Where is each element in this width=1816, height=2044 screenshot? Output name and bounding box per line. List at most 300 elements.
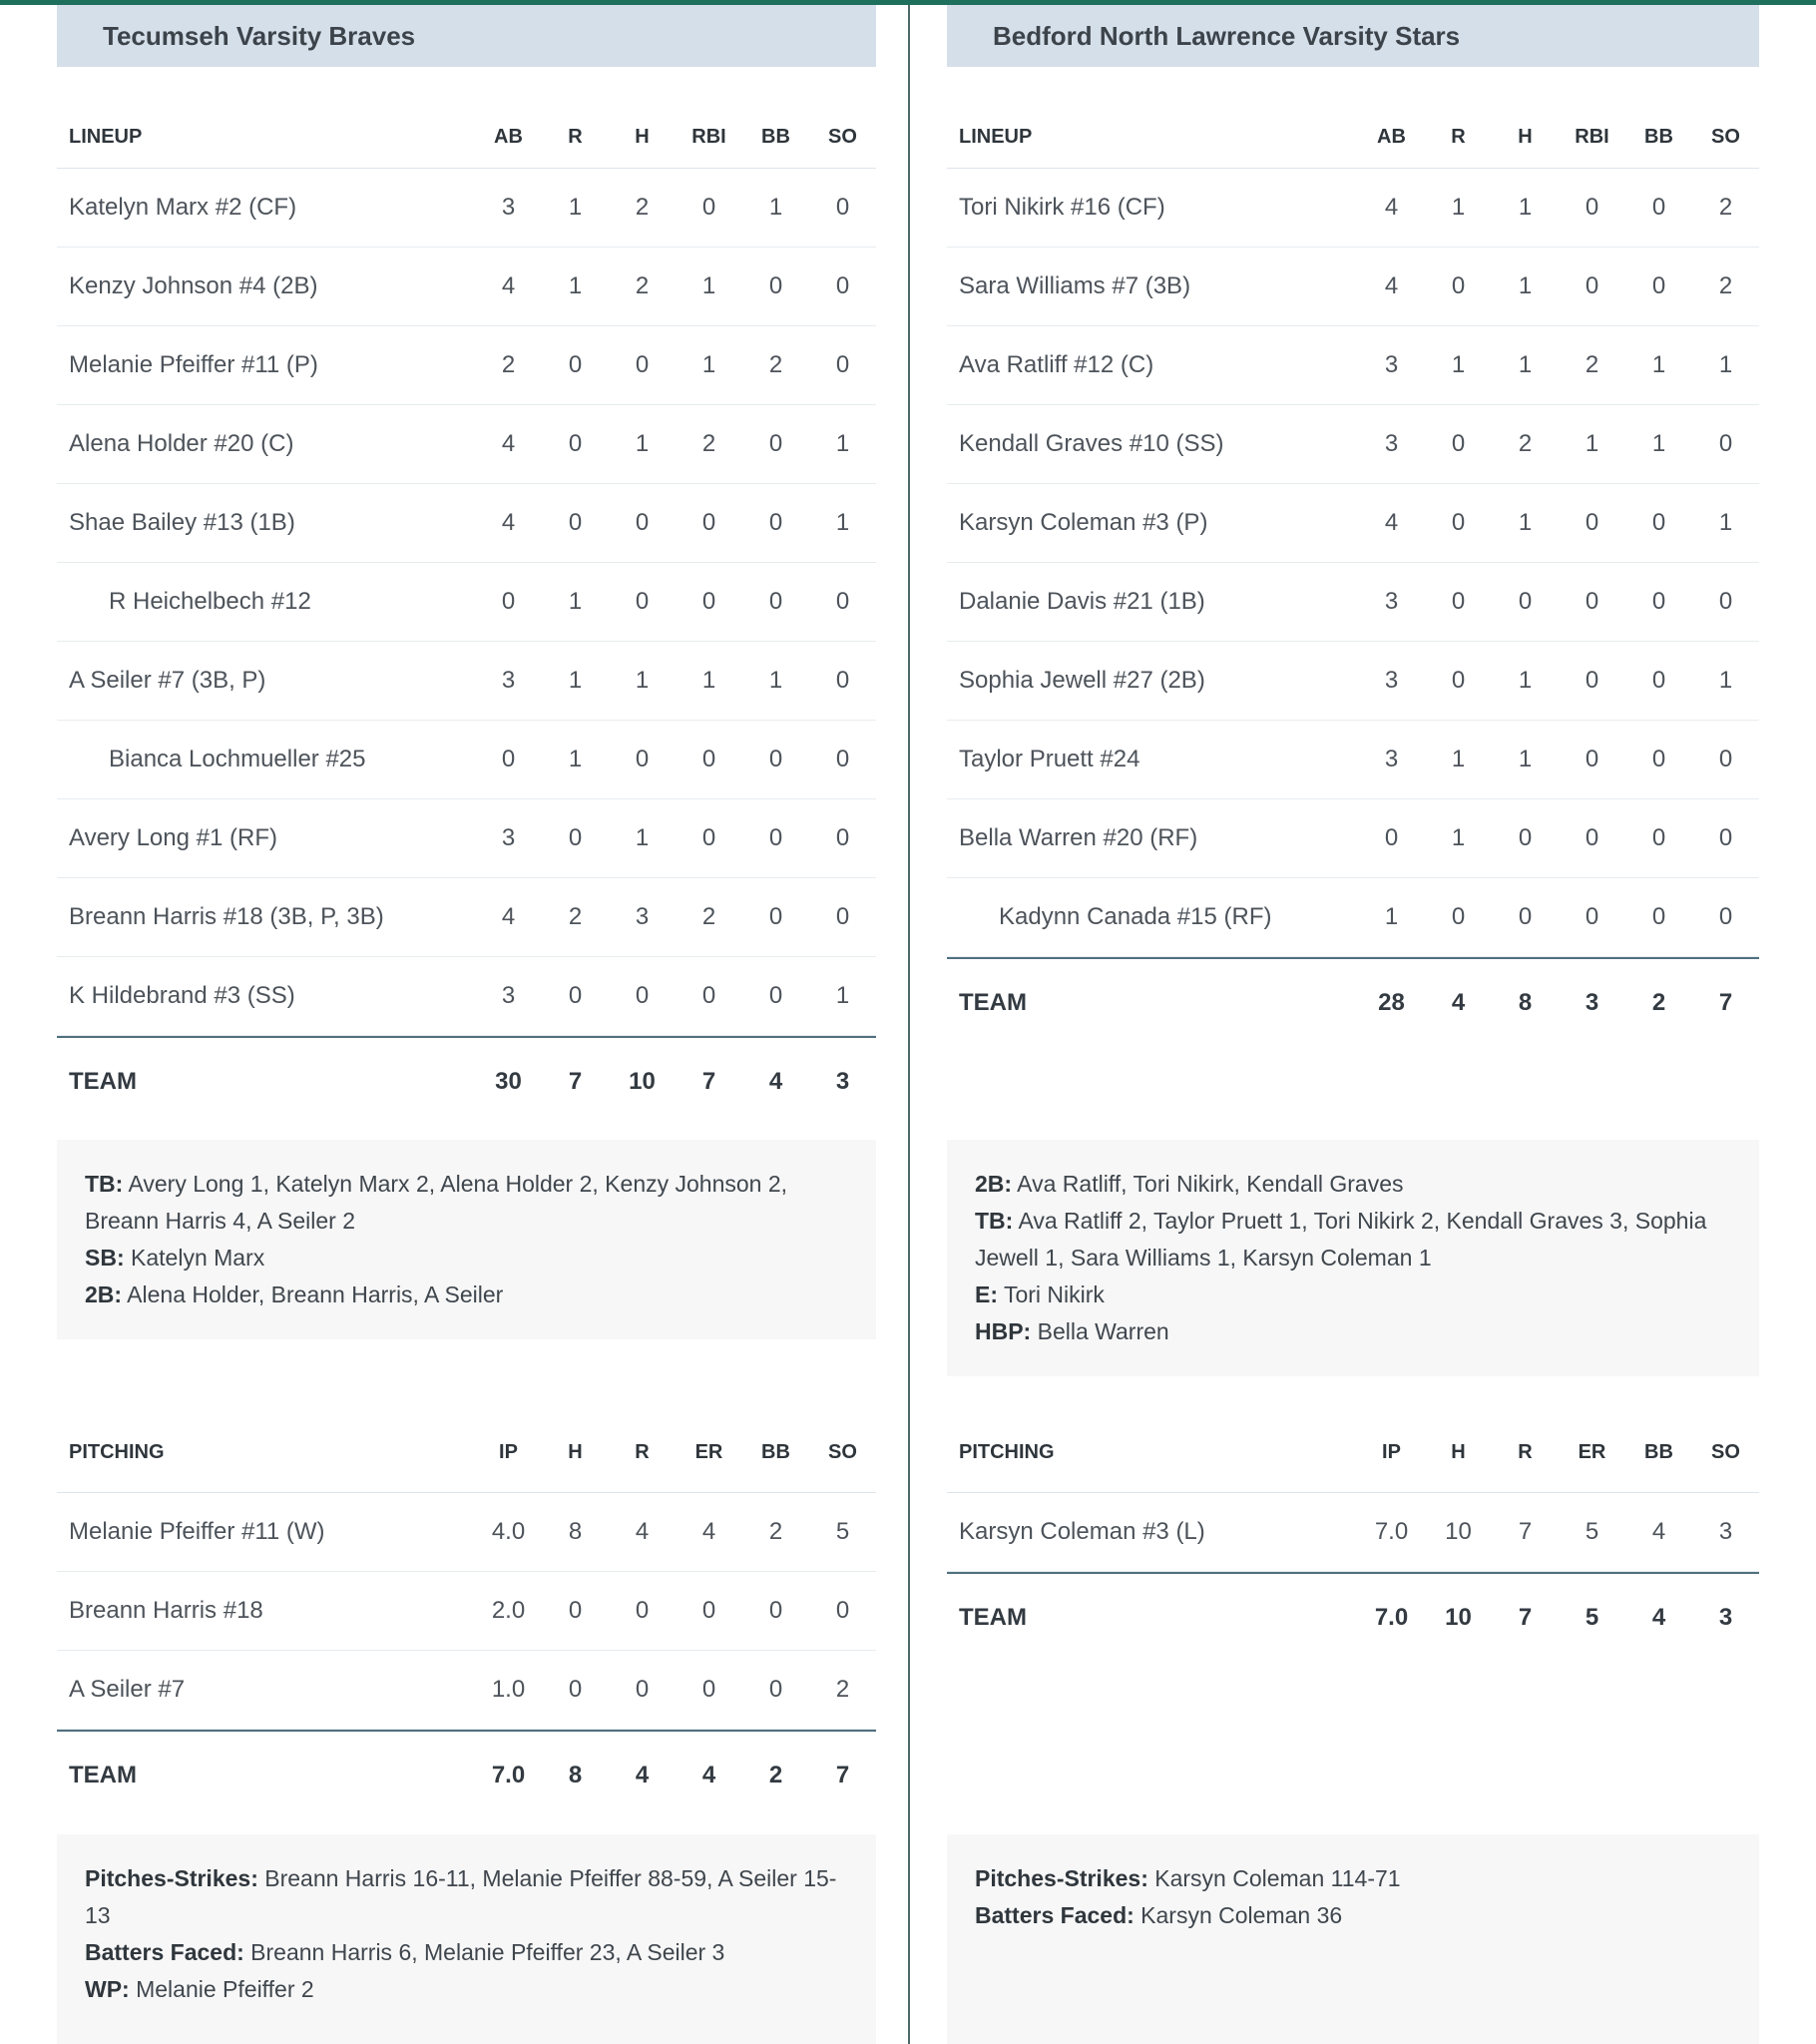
batting-notes bbox=[947, 1140, 1759, 1376]
stat-value: 0 bbox=[635, 1676, 650, 1703]
stat-value: 0 bbox=[1585, 194, 1599, 221]
player-row-name: Kendall Graves #10 (SS) bbox=[959, 430, 1224, 457]
stat-value: 0 bbox=[701, 1597, 716, 1624]
team-total-row bbox=[947, 957, 1759, 1047]
stat-value: 1 bbox=[1718, 667, 1733, 694]
stat-value: 1 bbox=[568, 272, 583, 299]
stat-value: 0 bbox=[768, 430, 783, 457]
team-total-row bbox=[57, 1036, 876, 1126]
stat-column-header: ER bbox=[694, 1440, 723, 1463]
team-total-row-name: TEAM bbox=[959, 989, 1027, 1016]
stat-column-header: SO bbox=[828, 1440, 857, 1463]
note-label: Pitches-Strikes: bbox=[85, 1865, 258, 1891]
stat-value: 4 bbox=[635, 1762, 650, 1788]
stat-column-header: BB bbox=[761, 1440, 790, 1463]
note-line: Batters Faced: Breann Harris 6, Melanie Pfeiffer 23, A Seiler 3 bbox=[85, 1939, 725, 1965]
player-row bbox=[947, 405, 1759, 484]
stat-value: 1 bbox=[1451, 194, 1466, 221]
stat-value: 4 bbox=[1651, 1604, 1666, 1631]
stat-value: 0 bbox=[1651, 509, 1666, 536]
pitcher-row-name: A Seiler #7 bbox=[69, 1676, 186, 1703]
stat-value: 1 bbox=[701, 272, 716, 299]
stat-value: 0 bbox=[768, 746, 783, 772]
stat-value: 1 bbox=[835, 430, 850, 457]
stat-value: 7.0 bbox=[491, 1762, 526, 1788]
pitcher-row-stats bbox=[1358, 1518, 1759, 1546]
pitching-notes bbox=[57, 1834, 876, 2044]
team-total-row bbox=[57, 1730, 876, 1819]
player-row-stats bbox=[475, 430, 876, 458]
stat-column-header: H bbox=[1518, 125, 1533, 148]
pitching-table bbox=[57, 1412, 876, 1819]
stat-value: 4 bbox=[501, 903, 516, 930]
stat-value: 2 bbox=[1518, 430, 1533, 457]
player-row-name: Melanie Pfeiffer #11 (P) bbox=[69, 351, 318, 378]
stat-value: 0 bbox=[1718, 430, 1733, 457]
stat-value: 0 bbox=[835, 351, 850, 378]
note-line: WP: Melanie Pfeiffer 2 bbox=[85, 1976, 314, 2002]
stat-value: 3 bbox=[501, 194, 516, 221]
note-label: TB: bbox=[85, 1171, 124, 1197]
stat-value: 4 bbox=[701, 1762, 716, 1788]
team-total-row-stats bbox=[475, 1762, 876, 1789]
team-total-row-stats bbox=[1358, 1604, 1759, 1632]
note-line: SB: Katelyn Marx bbox=[85, 1245, 265, 1271]
player-row bbox=[947, 248, 1759, 326]
player-row-stats bbox=[475, 982, 876, 1010]
stat-value: 7 bbox=[1518, 1604, 1533, 1631]
stat-value: 1 bbox=[568, 667, 583, 694]
pitcher-row-stats bbox=[475, 1676, 876, 1704]
stat-value: 0 bbox=[1585, 824, 1599, 851]
player-row bbox=[57, 642, 876, 721]
stat-value: 0 bbox=[1585, 746, 1599, 772]
stat-value: 1 bbox=[1518, 746, 1533, 772]
stat-value: 0 bbox=[701, 746, 716, 772]
stat-value: 1 bbox=[835, 509, 850, 536]
player-row-name: Sophia Jewell #27 (2B) bbox=[959, 667, 1205, 694]
stat-value: 0 bbox=[768, 509, 783, 536]
player-row-name: K Hildebrand #3 (SS) bbox=[69, 982, 295, 1009]
player-row bbox=[947, 169, 1759, 248]
stat-value: 1 bbox=[1384, 903, 1399, 930]
stat-value: 2 bbox=[1585, 351, 1599, 378]
stat-value: 7 bbox=[701, 1068, 716, 1095]
stat-value: 7 bbox=[1518, 1518, 1533, 1545]
stat-headers bbox=[1358, 126, 1759, 149]
stat-value: 0 bbox=[1651, 272, 1666, 299]
team-total-row-name: TEAM bbox=[69, 1068, 137, 1095]
player-row-name: Kadynn Canada #15 (RF) bbox=[999, 903, 1272, 930]
table-label: LINEUP bbox=[69, 125, 143, 148]
stat-value: 1 bbox=[768, 194, 783, 221]
player-row-stats bbox=[1358, 430, 1759, 458]
stat-value: 1 bbox=[1451, 746, 1466, 772]
note-line: 2B: Alena Holder, Breann Harris, A Seiler bbox=[85, 1281, 504, 1307]
team-total-row-name: TEAM bbox=[69, 1762, 137, 1788]
player-row-stats bbox=[475, 746, 876, 773]
stat-value: 7.0 bbox=[1374, 1518, 1409, 1545]
stat-value: 1 bbox=[1585, 430, 1599, 457]
stat-value: 10 bbox=[1445, 1518, 1472, 1545]
stat-value: 0 bbox=[835, 588, 850, 615]
notes-box bbox=[947, 1140, 1759, 1376]
pitching-header-row bbox=[947, 1412, 1759, 1493]
player-row-name: Taylor Pruett #24 bbox=[959, 746, 1140, 772]
player-row bbox=[947, 721, 1759, 799]
stat-value: 0 bbox=[1585, 667, 1599, 694]
stat-value: 1.0 bbox=[491, 1676, 526, 1703]
player-row bbox=[947, 563, 1759, 642]
stat-value: 4 bbox=[701, 1518, 716, 1545]
stat-value: 1 bbox=[1718, 509, 1733, 536]
player-row-name: Ava Ratliff #12 (C) bbox=[959, 351, 1154, 378]
stat-value: 8 bbox=[568, 1762, 583, 1788]
note-line: 2B: Ava Ratliff, Tori Nikirk, Kendall Graves bbox=[975, 1171, 1404, 1197]
stat-value: 0 bbox=[635, 509, 650, 536]
player-row-name: Karsyn Coleman #3 (P) bbox=[959, 509, 1208, 536]
note-line: Pitches-Strikes: Breann Harris 16-11, Melanie Pfeiffer 88-59, A Seiler 15-13 bbox=[85, 1865, 837, 1928]
stat-column-header: BB bbox=[1644, 1440, 1673, 1463]
stat-column-header: RBI bbox=[691, 125, 726, 148]
stat-value: 5 bbox=[1585, 1518, 1599, 1545]
player-row bbox=[947, 878, 1759, 957]
note-label: Pitches-Strikes: bbox=[975, 1865, 1148, 1891]
player-row bbox=[947, 326, 1759, 405]
batting-notes bbox=[57, 1140, 876, 1339]
stat-value: 0 bbox=[568, 430, 583, 457]
pitcher-row bbox=[57, 1651, 876, 1730]
team-header-band bbox=[947, 5, 1759, 67]
stat-value: 0 bbox=[1451, 667, 1466, 694]
note-label: 2B: bbox=[975, 1171, 1013, 1197]
note-line: HBP: Bella Warren bbox=[975, 1318, 1169, 1344]
pitcher-row bbox=[57, 1572, 876, 1651]
stat-value: 1 bbox=[1451, 824, 1466, 851]
stat-value: 7.0 bbox=[1374, 1604, 1409, 1631]
stat-value: 0 bbox=[568, 509, 583, 536]
lineup-header-row bbox=[947, 106, 1759, 169]
stat-value: 0 bbox=[1585, 272, 1599, 299]
pitching-header-row bbox=[57, 1412, 876, 1493]
player-row-stats bbox=[1358, 588, 1759, 616]
stat-value: 0 bbox=[768, 824, 783, 851]
stat-value: 0 bbox=[1651, 194, 1666, 221]
stat-value: 0 bbox=[1585, 588, 1599, 615]
player-row-name: Katelyn Marx #2 (CF) bbox=[69, 194, 297, 221]
stat-value: 1 bbox=[768, 667, 783, 694]
pitching-notes bbox=[947, 1834, 1759, 2044]
note-label: E: bbox=[975, 1281, 998, 1307]
player-row bbox=[57, 248, 876, 326]
stat-value: 0 bbox=[568, 824, 583, 851]
player-row-stats bbox=[475, 903, 876, 931]
stat-value: 0 bbox=[635, 1597, 650, 1624]
note-line: Batters Faced: Karsyn Coleman 36 bbox=[975, 1902, 1343, 1928]
player-row-stats bbox=[475, 272, 876, 300]
lineup-header-row bbox=[57, 106, 876, 169]
player-row bbox=[57, 405, 876, 484]
player-row-stats bbox=[475, 824, 876, 852]
stat-value: 3 bbox=[1718, 1604, 1733, 1631]
stat-value: 1 bbox=[1518, 272, 1533, 299]
stat-value: 3 bbox=[1384, 351, 1399, 378]
stat-headers bbox=[1358, 1441, 1759, 1464]
stat-value: 0 bbox=[835, 903, 850, 930]
pitching-table bbox=[947, 1412, 1759, 1662]
stat-value: 1 bbox=[568, 588, 583, 615]
table-label: PITCHING bbox=[69, 1440, 165, 1463]
stat-column-header: SO bbox=[828, 125, 857, 148]
stat-value: 2 bbox=[501, 351, 516, 378]
stat-value: 0 bbox=[1718, 824, 1733, 851]
team-title: Tecumseh Varsity Braves bbox=[103, 21, 416, 51]
stat-value: 4 bbox=[635, 1518, 650, 1545]
player-row-name: Kenzy Johnson #4 (2B) bbox=[69, 272, 318, 299]
stat-column-header: IP bbox=[499, 1440, 518, 1463]
note-label: WP: bbox=[85, 1976, 130, 2002]
stat-value: 1 bbox=[1451, 351, 1466, 378]
stat-value: 0 bbox=[768, 272, 783, 299]
player-row bbox=[947, 642, 1759, 721]
notes-box bbox=[57, 1140, 876, 1339]
stat-value: 0 bbox=[1451, 588, 1466, 615]
team-header-band bbox=[57, 5, 876, 67]
player-row-stats bbox=[475, 667, 876, 695]
player-row-stats bbox=[1358, 824, 1759, 852]
stat-value: 2 bbox=[1718, 194, 1733, 221]
note-label: TB: bbox=[975, 1208, 1014, 1234]
stat-value: 8 bbox=[1518, 989, 1533, 1016]
notes-box bbox=[57, 1834, 876, 2044]
stat-value: 2 bbox=[768, 1762, 783, 1788]
player-row-stats bbox=[475, 509, 876, 537]
stat-value: 0 bbox=[1451, 272, 1466, 299]
stat-value: 1 bbox=[1651, 351, 1666, 378]
note-line: TB: Avery Long 1, Katelyn Marx 2, Alena Holder 2, Kenzy Johnson 2, Breann Harris 4, A Seiler 2 bbox=[85, 1171, 788, 1234]
stat-value: 0 bbox=[1384, 824, 1399, 851]
stat-value: 0 bbox=[1718, 903, 1733, 930]
stat-value: 4 bbox=[501, 430, 516, 457]
stat-value: 4 bbox=[1451, 989, 1466, 1016]
stat-value: 2 bbox=[768, 351, 783, 378]
stat-value: 0 bbox=[835, 667, 850, 694]
player-row-stats bbox=[1358, 272, 1759, 300]
stat-value: 28 bbox=[1378, 989, 1405, 1016]
player-row bbox=[57, 563, 876, 642]
pitcher-row-name: Melanie Pfeiffer #11 (W) bbox=[69, 1518, 325, 1545]
stat-value: 1 bbox=[635, 667, 650, 694]
stat-value: 0 bbox=[701, 588, 716, 615]
stat-value: 4 bbox=[501, 272, 516, 299]
stat-value: 8 bbox=[568, 1518, 583, 1545]
player-row-name: A Seiler #7 (3B, P) bbox=[69, 667, 266, 694]
stat-value: 5 bbox=[835, 1518, 850, 1545]
stat-value: 3 bbox=[1384, 667, 1399, 694]
stat-value: 0 bbox=[1518, 824, 1533, 851]
player-row-stats bbox=[475, 194, 876, 222]
pitcher-row-stats bbox=[475, 1518, 876, 1546]
player-row bbox=[57, 484, 876, 563]
column-divider bbox=[908, 5, 910, 2044]
player-row-name: Avery Long #1 (RF) bbox=[69, 824, 277, 851]
player-row-stats bbox=[1358, 351, 1759, 379]
player-row-name: Tori Nikirk #16 (CF) bbox=[959, 194, 1165, 221]
stat-value: 0 bbox=[701, 509, 716, 536]
stat-column-header: R bbox=[1451, 125, 1466, 148]
stat-value: 3 bbox=[635, 903, 650, 930]
player-row-name: Bella Warren #20 (RF) bbox=[959, 824, 1198, 851]
lineup-table bbox=[947, 106, 1759, 1047]
pitcher-row-name: Breann Harris #18 bbox=[69, 1597, 263, 1624]
stat-headers bbox=[475, 126, 876, 149]
player-row bbox=[57, 799, 876, 878]
stat-value: 3 bbox=[501, 824, 516, 851]
player-row-name: R Heichelbech #12 bbox=[109, 588, 311, 615]
stat-value: 3 bbox=[1384, 430, 1399, 457]
player-row-stats bbox=[475, 588, 876, 616]
player-row-stats bbox=[1358, 746, 1759, 773]
table-label: PITCHING bbox=[959, 1440, 1055, 1463]
stat-value: 2 bbox=[701, 903, 716, 930]
stat-value: 0 bbox=[1651, 667, 1666, 694]
player-row bbox=[57, 169, 876, 248]
stat-value: 2 bbox=[835, 1676, 850, 1703]
stat-value: 0 bbox=[1585, 903, 1599, 930]
stat-value: 10 bbox=[1445, 1604, 1472, 1631]
stat-value: 0 bbox=[835, 194, 850, 221]
stat-column-header: RBI bbox=[1575, 125, 1609, 148]
stat-value: 0 bbox=[568, 351, 583, 378]
player-row-stats bbox=[1358, 903, 1759, 931]
stat-value: 2 bbox=[568, 903, 583, 930]
player-row-name: Alena Holder #20 (C) bbox=[69, 430, 294, 457]
stat-value: 3 bbox=[835, 1068, 850, 1095]
player-row-stats bbox=[475, 351, 876, 379]
player-row bbox=[57, 326, 876, 405]
stat-value: 4 bbox=[1384, 509, 1399, 536]
stat-value: 1 bbox=[1651, 430, 1666, 457]
player-row bbox=[947, 799, 1759, 878]
player-row bbox=[57, 878, 876, 957]
lineup-table bbox=[57, 106, 876, 1126]
stat-column-header: IP bbox=[1382, 1440, 1401, 1463]
stat-value: 0 bbox=[1651, 746, 1666, 772]
stat-value: 0 bbox=[1518, 903, 1533, 930]
table-label: LINEUP bbox=[959, 125, 1033, 148]
player-row-name: Shae Bailey #13 (1B) bbox=[69, 509, 295, 536]
stat-value: 4 bbox=[768, 1068, 783, 1095]
stat-value: 1 bbox=[1518, 509, 1533, 536]
player-row-stats bbox=[1358, 509, 1759, 537]
note-line: TB: Ava Ratliff 2, Taylor Pruett 1, Tori Nikirk 2, Kendall Graves 3, Sophia Jewell 1, Sara Williams 1, Karsyn Coleman 1 bbox=[975, 1208, 1707, 1271]
stat-value: 1 bbox=[1718, 351, 1733, 378]
player-row-name: Sara Williams #7 (3B) bbox=[959, 272, 1191, 299]
stat-value: 0 bbox=[568, 1676, 583, 1703]
player-row-name: Dalanie Davis #21 (1B) bbox=[959, 588, 1205, 615]
stat-column-header: SO bbox=[1711, 125, 1740, 148]
stat-value: 5 bbox=[1585, 1604, 1599, 1631]
stat-value: 10 bbox=[629, 1068, 656, 1095]
stat-value: 1 bbox=[701, 351, 716, 378]
stat-value: 0 bbox=[568, 1597, 583, 1624]
stat-value: 0 bbox=[501, 746, 516, 772]
stat-value: 1 bbox=[568, 746, 583, 772]
note-label: HBP: bbox=[975, 1318, 1032, 1344]
pitcher-row-stats bbox=[475, 1597, 876, 1625]
stat-value: 0 bbox=[835, 746, 850, 772]
note-label: SB: bbox=[85, 1245, 125, 1271]
stat-value: 0 bbox=[768, 588, 783, 615]
stat-value: 0 bbox=[768, 982, 783, 1009]
stat-value: 0 bbox=[835, 272, 850, 299]
stat-value: 2.0 bbox=[491, 1597, 526, 1624]
stat-value: 2 bbox=[635, 272, 650, 299]
player-row bbox=[57, 721, 876, 799]
stat-value: 1 bbox=[1518, 351, 1533, 378]
stat-value: 0 bbox=[1651, 824, 1666, 851]
stat-value: 1 bbox=[635, 430, 650, 457]
stat-column-header: H bbox=[635, 125, 650, 148]
pitcher-row bbox=[57, 1493, 876, 1572]
stat-value: 30 bbox=[495, 1068, 522, 1095]
stat-column-header: ER bbox=[1578, 1440, 1606, 1463]
player-row bbox=[947, 484, 1759, 563]
stat-value: 0 bbox=[768, 903, 783, 930]
stat-value: 0 bbox=[1451, 509, 1466, 536]
pitcher-row-name: Karsyn Coleman #3 (L) bbox=[959, 1518, 1205, 1545]
stat-column-header: AB bbox=[1377, 125, 1406, 148]
team-total-row-name: TEAM bbox=[959, 1604, 1027, 1631]
stat-column-header: AB bbox=[494, 125, 523, 148]
stat-value: 3 bbox=[1384, 588, 1399, 615]
stat-value: 7 bbox=[1718, 989, 1733, 1016]
stat-value: 1 bbox=[1518, 194, 1533, 221]
stat-value: 7 bbox=[568, 1068, 583, 1095]
stat-value: 0 bbox=[501, 588, 516, 615]
stat-value: 2 bbox=[701, 430, 716, 457]
stat-value: 1 bbox=[1518, 667, 1533, 694]
stat-value: 1 bbox=[635, 824, 650, 851]
stat-value: 0 bbox=[1585, 509, 1599, 536]
stat-value: 2 bbox=[1718, 272, 1733, 299]
pitcher-row bbox=[947, 1493, 1759, 1572]
stat-value: 0 bbox=[635, 351, 650, 378]
stat-value: 0 bbox=[1651, 903, 1666, 930]
stat-column-header: R bbox=[1518, 1440, 1533, 1463]
stat-value: 4 bbox=[501, 509, 516, 536]
stat-headers bbox=[475, 1441, 876, 1464]
stat-value: 2 bbox=[1651, 989, 1666, 1016]
stat-column-header: R bbox=[635, 1440, 650, 1463]
stat-value: 4 bbox=[1384, 272, 1399, 299]
player-row-name: Bianca Lochmueller #25 bbox=[109, 746, 366, 772]
note-label: Batters Faced: bbox=[975, 1902, 1135, 1928]
stat-value: 0 bbox=[568, 982, 583, 1009]
stat-value: 3 bbox=[501, 982, 516, 1009]
stat-value: 0 bbox=[768, 1597, 783, 1624]
stat-value: 1 bbox=[835, 982, 850, 1009]
stat-value: 0 bbox=[768, 1676, 783, 1703]
stat-value: 0 bbox=[1518, 588, 1533, 615]
player-row-stats bbox=[1358, 194, 1759, 222]
stat-value: 0 bbox=[701, 982, 716, 1009]
stat-value: 0 bbox=[1651, 588, 1666, 615]
stat-value: 0 bbox=[701, 194, 716, 221]
stat-value: 3 bbox=[1384, 746, 1399, 772]
player-row-name: Breann Harris #18 (3B, P, 3B) bbox=[69, 903, 384, 930]
stat-column-header: BB bbox=[1644, 125, 1673, 148]
